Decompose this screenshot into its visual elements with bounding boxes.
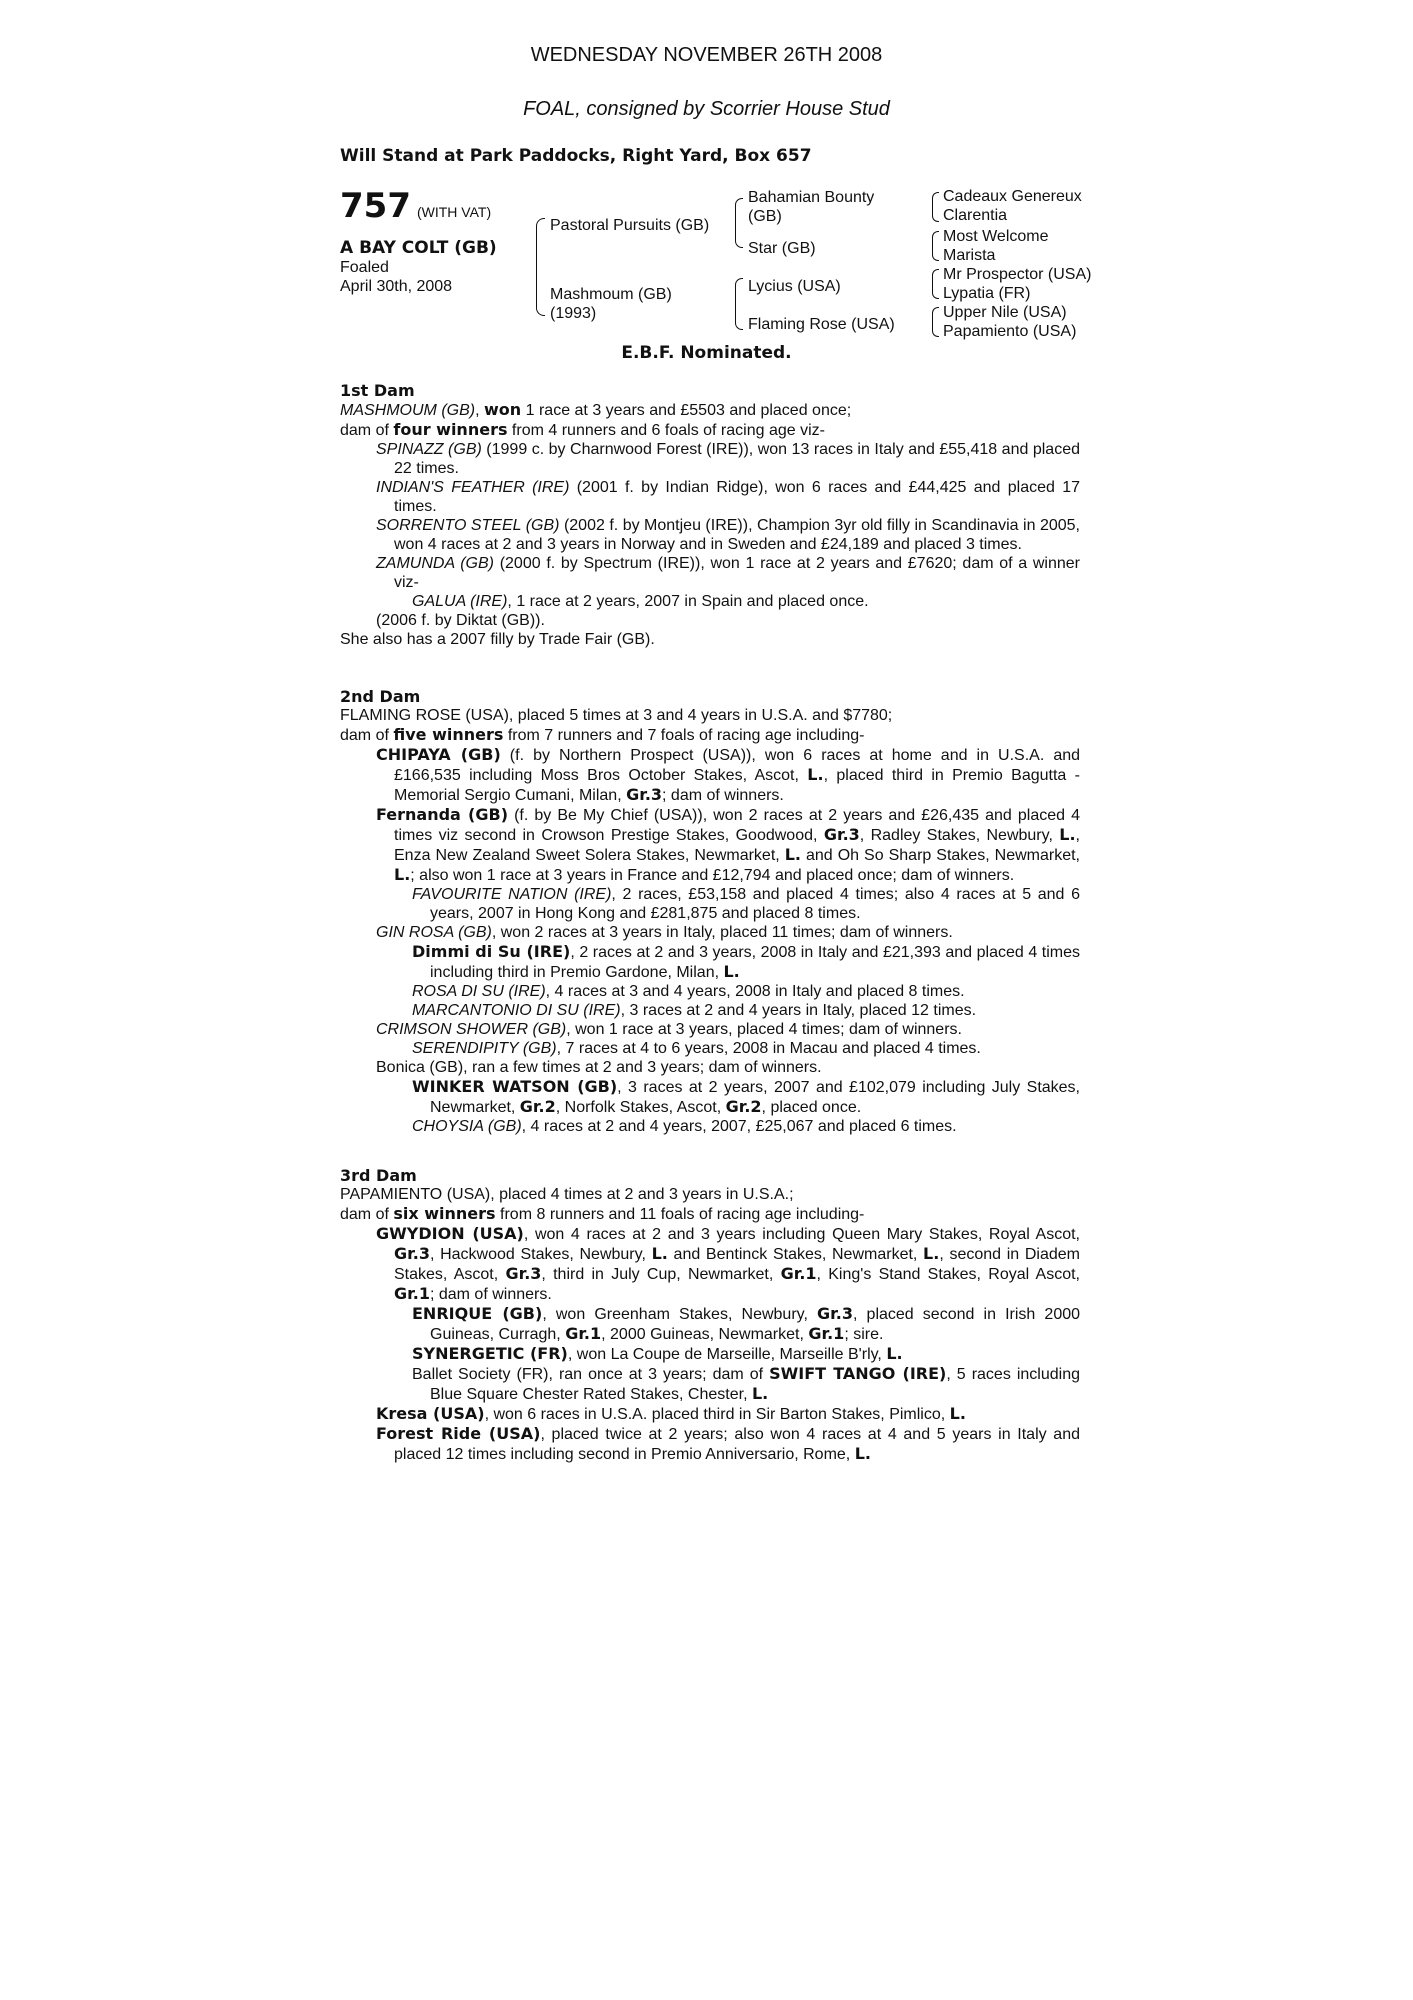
dam-entry-line: [340, 1344, 1080, 1364]
italic-text: SPINAZZ (GB): [376, 441, 482, 458]
lot-number: 757: [340, 186, 411, 226]
ebf-nominated: E.B.F. Nominated.: [621, 343, 792, 363]
italic-text: GIN ROSA (GB): [376, 924, 492, 941]
text-run: (2001 f. by Indian Ridge), won 6 races and £44,425 and placed 17 times.: [394, 479, 1080, 515]
italic-text: CRIMSON SHOWER (GB): [376, 1021, 567, 1038]
dam-entry-line: [340, 1204, 1080, 1224]
dam-entry-line: [340, 420, 1080, 440]
dam-entry-line: [340, 630, 1080, 649]
pedigree-dam-brace: [735, 278, 743, 330]
pedigree-dsd: Lypatia (FR): [943, 285, 1031, 302]
text-run: (2000 f. by Spectrum (IRE)), won 1 race at 2 years and £7620; dam of a winner viz-: [394, 555, 1081, 591]
third-dam-section: [340, 1166, 1080, 1464]
text-run: , placed third in Premio Bagutta - Memorial Sergio Cumani, Milan,: [394, 767, 1080, 804]
bold-text: L.: [394, 865, 411, 884]
bold-text: CHIPAYA (GB): [376, 745, 501, 764]
pedigree-sire-brace: [735, 198, 743, 248]
foaled-info: [340, 258, 452, 296]
text-run: dam of: [340, 1206, 394, 1223]
text-run: ,: [475, 402, 484, 419]
text-run: , Enza New Zealand Sweet Solera Stakes, Newmarket,: [394, 827, 1080, 864]
pedigree-ssd: Clarentia: [943, 207, 1008, 224]
dam-entry-line: [340, 885, 1080, 923]
text-run: , 4 races at 3 and 4 years, 2008 in Italy and placed 8 times.: [545, 983, 965, 1000]
dam-entry-line: [340, 942, 1080, 982]
bold-text: Gr.1: [565, 1324, 602, 1343]
text-run: Ballet Society (FR), ran once at 3 years; dam of: [412, 1366, 770, 1383]
text-run: ; also won 1 race at 3 years in France and £12,794 and placed once; dam of winners.: [410, 867, 1015, 884]
text-run: , Radley Stakes, Newbury,: [859, 827, 1060, 844]
lot-number-block: [340, 186, 491, 226]
pedigree-dam-sire: Lycius (USA): [748, 278, 841, 295]
text-run: , 3 races at 2 years, 2007 and £102,079 including July Stakes, Newmarket,: [430, 1079, 1080, 1116]
dam-entry-line: [340, 554, 1080, 592]
text-run: She also has a 2007 filly by Trade Fair (GB).: [340, 631, 655, 648]
text-run: , 3 races at 2 and 4 years in Italy, placed 12 times.: [620, 1002, 977, 1019]
first-dam-lines: [340, 400, 1080, 649]
text-run: , won La Coupe de Marseille, Marseille B'rly,: [567, 1346, 887, 1363]
lot-title: A BAY COLT (GB): [340, 238, 497, 258]
bold-text: GWYDION (USA): [376, 1224, 524, 1243]
dam-entry-line: [340, 1077, 1080, 1117]
pedigree-dam: [550, 285, 672, 323]
bold-text: Forest Ride (USA): [376, 1424, 541, 1443]
bold-text: Gr.1: [394, 1284, 430, 1303]
pedigree-main-brace: [536, 218, 545, 316]
dam-entry-line: [340, 1364, 1080, 1404]
dam-entry-line: [340, 1058, 1080, 1077]
pedigree-sdd: Marista: [943, 247, 996, 264]
pedigree-sire-dam: Star (GB): [748, 240, 816, 257]
dam-entry-line: [340, 745, 1080, 805]
bold-text: Kresa (USA): [376, 1404, 485, 1423]
dam-entry-line: [340, 611, 1080, 630]
bold-text: L.: [1059, 825, 1076, 844]
text-run: Bonica (GB), ran a few times at 2 and 3 years; dam of winners.: [376, 1059, 822, 1076]
text-run: , King's Stand Stakes, Royal Ascot,: [816, 1266, 1080, 1283]
bold-text: Gr.2: [519, 1097, 556, 1116]
dam-entry-line: [340, 725, 1080, 745]
bold-text: SYNERGETIC (FR): [412, 1344, 568, 1363]
text-run: PAPAMIENTO (USA), placed 4 times at 2 and 3 years in U.S.A.;: [340, 1186, 794, 1203]
text-run: , won 2 races at 3 years in Italy, placed 11 times; dam of winners.: [491, 924, 953, 941]
italic-text: CHOYSIA (GB): [412, 1118, 522, 1135]
text-run: , Norfolk Stakes, Ascot,: [555, 1099, 726, 1116]
text-run: , won Greenham Stakes, Newbury,: [542, 1306, 818, 1323]
dam-entry-line: [340, 592, 1080, 611]
bold-text: Gr.1: [780, 1264, 817, 1283]
text-run: dam of: [340, 727, 394, 744]
third-dam-lines: [340, 1185, 1080, 1464]
bold-text: Gr.3: [817, 1304, 853, 1323]
text-run: from 8 runners and 11 foals of racing age including-: [495, 1206, 865, 1223]
dam-entry-line: [340, 1039, 1080, 1058]
stand-location: Will Stand at Park Paddocks, Right Yard, Box 657: [340, 146, 812, 166]
text-run: , placed once.: [761, 1099, 862, 1116]
pedigree-ss-country: (GB): [748, 208, 782, 225]
second-dam-section: [340, 687, 1080, 1136]
bold-text: Gr.2: [725, 1097, 762, 1116]
bold-text: won: [484, 400, 522, 419]
text-run: ; dam of winners.: [429, 1286, 552, 1303]
bold-text: L.: [949, 1404, 966, 1423]
text-run: FLAMING ROSE (USA), placed 5 times at 3 and 4 years in U.S.A. and $7780;: [340, 707, 893, 724]
text-run: ; sire.: [844, 1326, 884, 1343]
text-run: , won 1 race at 3 years, placed 4 times; dam of winners.: [566, 1021, 962, 1038]
pedigree-gen3-brace-3: [932, 269, 939, 299]
text-run: , 2 races, £53,158 and placed 4 times; also 4 races at 5 and 6 years, 2007 in Hong Kong and £281,875 and placed 8 times.: [430, 886, 1081, 922]
pedigree-gen3-brace-2: [932, 231, 939, 261]
text-run: (f. by Northern Prospect (USA)), won 6 races at home and in U.S.A. and £166,535 including Moss Bros October Stakes, Ascot,: [394, 747, 1081, 784]
consignor-line: FOAL, consigned by Scorrier House Stud: [523, 98, 890, 120]
bold-text: L.: [807, 765, 824, 784]
text-run: , placed twice at 2 years; also won 4 races at 4 and 5 years in Italy and placed 12 times including second in Premio Anniversario, Rome,: [394, 1426, 1081, 1463]
text-run: (2002 f. by Montjeu (IRE)), Champion 3yr old filly in Scandinavia in 2005, won 4 races at 2 and 3 years in Norway and in Sweden and £24,189 and placed 3 times.: [394, 517, 1080, 553]
bold-text: four winners: [393, 420, 508, 439]
bold-text: Gr.1: [808, 1324, 845, 1343]
second-dam-heading: 2nd Dam: [340, 687, 421, 706]
pedigree-sire: Pastoral Pursuits (GB): [550, 217, 710, 234]
pedigree-dss: Mr Prospector (USA): [943, 266, 1092, 283]
text-run: , placed second in Irish 2000 Guineas, Curragh,: [430, 1306, 1081, 1343]
text-run: , won 4 races at 2 and 3 years including Queen Mary Stakes, Royal Ascot,: [523, 1226, 1081, 1243]
italic-text: SERENDIPITY (GB): [412, 1040, 557, 1057]
text-run: , 1 race at 2 years, 2007 in Spain and placed once.: [507, 593, 869, 610]
dam-entry-line: [340, 516, 1080, 554]
dam-entry-line: [340, 923, 1080, 942]
dam-entry-line: [340, 440, 1080, 478]
dam-entry-line: [340, 1424, 1080, 1464]
italic-text: ROSA DI SU (IRE): [412, 983, 546, 1000]
italic-text: ZAMUNDA (GB): [376, 555, 494, 572]
bold-text: L.: [854, 1444, 871, 1463]
pedigree-dam-dam: Flaming Rose (USA): [748, 316, 895, 333]
dam-entry-line: [340, 1185, 1080, 1204]
pedigree-ss-name: Bahamian Bounty: [748, 189, 875, 206]
pedigree-gen3-brace-1: [932, 192, 939, 222]
pedigree-dam-name: Mashmoum (GB): [550, 286, 672, 303]
bold-text: L.: [886, 1344, 903, 1363]
text-run: , 2000 Guineas, Newmarket,: [601, 1326, 809, 1343]
bold-text: five winners: [393, 725, 504, 744]
pedigree-sss: Cadeaux Genereux: [943, 188, 1082, 205]
bold-text: L.: [751, 1384, 769, 1403]
text-run: , 4 races at 2 and 4 years, 2007, £25,067 and placed 6 times.: [521, 1118, 957, 1135]
dam-entry-line: [340, 1304, 1080, 1344]
text-run: , second in Diadem Stakes, Ascot,: [394, 1246, 1080, 1283]
italic-text: MASHMOUM (GB): [340, 402, 476, 419]
text-run: and Oh So Sharp Stakes, Newmarket,: [801, 847, 1081, 864]
bold-text: L.: [923, 1244, 940, 1263]
pedigree-sds: Most Welcome: [943, 228, 1049, 245]
text-run: (f. by Be My Chief (USA)), won 2 races at 2 years and £26,435 and placed 4 times viz second in Crowson Prestige Stakes, Goodwood,: [394, 807, 1081, 844]
pedigree-ddd: Papamiento (USA): [943, 323, 1077, 340]
first-dam-heading: 1st Dam: [340, 381, 415, 400]
dam-entry-line: [340, 1001, 1080, 1020]
vat-note: (WITH VAT): [416, 204, 492, 220]
dam-entry-line: [340, 1117, 1080, 1136]
bold-text: SWIFT TANGO (IRE): [769, 1364, 947, 1383]
dam-entry-line: [340, 400, 1080, 420]
dam-entry-line: [340, 478, 1080, 516]
foaled-label: Foaled: [340, 259, 389, 276]
pedigree-sire-sire: [748, 188, 874, 226]
italic-text: FAVOURITE NATION (IRE): [412, 886, 612, 903]
bold-text: Gr.3: [394, 1244, 430, 1263]
bold-text: L.: [651, 1244, 668, 1263]
sale-date: WEDNESDAY NOVEMBER 26TH 2008: [530, 44, 883, 66]
text-run: from 4 runners and 6 foals of racing age viz-: [507, 422, 825, 439]
text-run: , 2 races at 2 and 3 years, 2008 in Italy and £21,393 and placed 4 times including third in Premio Gardone, Milan,: [430, 944, 1081, 981]
text-run: 1 race at 3 years and £5503 and placed once;: [521, 402, 852, 419]
dam-entry-line: [340, 805, 1080, 885]
text-run: , Hackwood Stakes, Newbury,: [429, 1246, 652, 1263]
first-dam-section: [340, 381, 1080, 649]
bold-text: six winners: [393, 1204, 496, 1223]
text-run: ; dam of winners.: [662, 787, 784, 804]
text-run: from 7 runners and 7 foals of racing age including-: [503, 727, 865, 744]
bold-text: ENRIQUE (GB): [412, 1304, 543, 1323]
bold-text: Dimmi di Su (IRE): [412, 942, 571, 961]
bold-text: L.: [723, 962, 740, 981]
text-run: and Bentinck Stakes, Newmarket,: [667, 1246, 924, 1263]
third-dam-heading: 3rd Dam: [340, 1166, 417, 1185]
text-run: , 7 races at 4 to 6 years, 2008 in Macau and placed 4 times.: [556, 1040, 981, 1057]
pedigree-dds: Upper Nile (USA): [943, 304, 1067, 321]
dam-entry-line: [340, 706, 1080, 725]
bold-text: Fernanda (GB): [376, 805, 509, 824]
text-run: , third in July Cup, Newmarket,: [541, 1266, 781, 1283]
bold-text: Gr.3: [626, 785, 663, 804]
bold-text: Gr.3: [505, 1264, 542, 1283]
text-run: dam of: [340, 422, 394, 439]
text-run: (2006 f. by Diktat (GB)).: [376, 612, 545, 629]
italic-text: SORRENTO STEEL (GB): [376, 517, 560, 534]
dam-entry-line: [340, 1224, 1080, 1304]
pedigree-gen3-brace-4: [932, 307, 939, 337]
foaled-date: April 30th, 2008: [340, 278, 453, 295]
italic-text: MARCANTONIO DI SU (IRE): [412, 1002, 621, 1019]
dam-entry-line: [340, 982, 1080, 1001]
dam-entry-line: [340, 1020, 1080, 1039]
pedigree-dam-year: (1993): [550, 305, 597, 322]
text-run: (1999 c. by Charnwood Forest (IRE)), won 13 races in Italy and £55,418 and placed 22 times.: [394, 441, 1081, 477]
bold-text: WINKER WATSON (GB): [412, 1077, 618, 1096]
text-run: , won 6 races in U.S.A. placed third in Sir Barton Stakes, Pimlico,: [484, 1406, 950, 1423]
second-dam-lines: [340, 706, 1080, 1136]
text-run: , 5 races including Blue Square Chester Rated Stakes, Chester,: [430, 1366, 1080, 1403]
italic-text: INDIAN'S FEATHER (IRE): [376, 479, 570, 496]
italic-text: GALUA (IRE): [412, 593, 508, 610]
dam-entry-line: [340, 1404, 1080, 1424]
bold-text: L.: [784, 845, 801, 864]
bold-text: Gr.3: [823, 825, 860, 844]
